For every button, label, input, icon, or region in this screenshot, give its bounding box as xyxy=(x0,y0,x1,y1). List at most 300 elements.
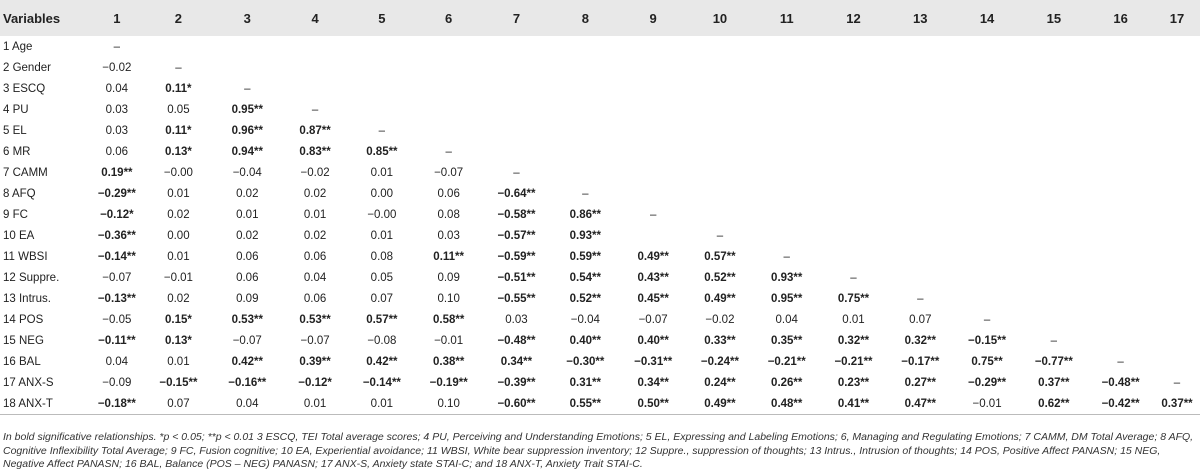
table-cell xyxy=(1087,99,1154,120)
table-cell: −0.14** xyxy=(97,250,136,263)
table-cell: 0.01 xyxy=(282,393,349,415)
table-row xyxy=(0,162,1200,183)
table-cell: 0.01 xyxy=(167,355,190,368)
table-cell: 0.02 xyxy=(236,229,259,242)
table-cell xyxy=(1087,57,1154,78)
table-cell: 0.37** xyxy=(1038,376,1070,389)
header-col-5: 5 xyxy=(378,10,386,26)
row-label: 11 WBSI xyxy=(3,250,48,263)
table-cell xyxy=(954,204,1021,225)
table-cell xyxy=(1087,225,1154,246)
table-cell xyxy=(954,225,1021,246)
table-cell: 0.13* xyxy=(164,145,192,158)
table-cell: −0.64** xyxy=(497,187,536,200)
table-cell xyxy=(887,99,954,120)
table-cell: −0.01 xyxy=(163,271,193,284)
table-cell xyxy=(551,162,620,183)
table-cell: – xyxy=(311,103,319,116)
table-cell xyxy=(954,99,1021,120)
table-cell xyxy=(348,57,415,78)
table-cell xyxy=(1087,120,1154,141)
table-row xyxy=(0,267,1200,288)
table-cell xyxy=(820,183,887,204)
table-cell xyxy=(820,141,887,162)
table-cell: – xyxy=(716,229,724,242)
table-cell xyxy=(887,267,954,288)
table-cell xyxy=(551,57,620,78)
table-cell: 0.32** xyxy=(904,334,936,347)
table-cell: 0.07 xyxy=(144,393,213,415)
table-cell xyxy=(1154,183,1200,204)
table-cell: 0.05 xyxy=(167,103,190,116)
table-cell: 0.04 xyxy=(303,271,327,284)
table-cell xyxy=(887,225,954,246)
row-label: 4 PU xyxy=(3,103,29,116)
table-cell xyxy=(753,162,820,183)
table-cell: – xyxy=(513,166,520,179)
table-cell xyxy=(1020,57,1087,78)
row-label: 17 ANX-S xyxy=(3,376,54,389)
table-cell: 0.42** xyxy=(231,355,263,368)
table-cell xyxy=(1087,204,1154,225)
table-cell xyxy=(687,78,754,99)
table-cell: −0.07 xyxy=(232,334,262,347)
table-cell: 0.54** xyxy=(569,271,601,284)
table-cell xyxy=(954,288,1021,309)
table-cell: −0.29** xyxy=(968,376,1007,389)
table-cell: 0.05 xyxy=(370,271,394,284)
table-cell xyxy=(687,99,754,120)
table-cell: 0.52** xyxy=(569,292,601,305)
table-cell: −0.31** xyxy=(634,355,673,368)
table-cell xyxy=(820,78,887,99)
table-cell xyxy=(954,57,1021,78)
table-cell xyxy=(1020,162,1087,183)
table-cell xyxy=(887,204,954,225)
table-cell xyxy=(820,99,887,120)
table-cell xyxy=(482,141,551,162)
table-cell: 0.09 xyxy=(437,271,460,284)
table-cell xyxy=(1154,309,1200,330)
table-cell xyxy=(415,36,482,57)
table-cell: −0.00 xyxy=(163,166,193,179)
table-cell: – xyxy=(445,145,452,158)
table-cell xyxy=(1154,330,1200,351)
table-cell: 0.49** xyxy=(637,250,669,263)
table-row xyxy=(0,288,1200,309)
table-cell: 0.01 xyxy=(303,208,327,221)
table-cell: – xyxy=(244,82,251,95)
header-col-8: 8 xyxy=(581,10,589,26)
table-cell xyxy=(1087,141,1154,162)
table-cell: 0.45** xyxy=(637,292,669,305)
table-cell: 0.01 xyxy=(236,208,259,221)
table-cell: −0.24** xyxy=(700,355,739,368)
table-cell: 0.11** xyxy=(433,250,464,263)
table-cell: – xyxy=(983,313,991,326)
header-col-6: 6 xyxy=(445,10,453,26)
table-cell: −0.16** xyxy=(228,376,267,389)
table-cell xyxy=(887,120,954,141)
table-cell: 0.10 xyxy=(437,292,460,305)
table-cell xyxy=(1020,309,1087,330)
table-cell xyxy=(954,36,1021,57)
table-cell xyxy=(1020,246,1087,267)
table-cell: −0.12* xyxy=(298,376,332,389)
table-cell xyxy=(954,267,1021,288)
table-cell: 0.95** xyxy=(231,103,263,116)
table-cell xyxy=(1020,225,1087,246)
table-cell: −0.51** xyxy=(497,271,536,284)
header-col-7: 7 xyxy=(512,10,521,26)
table-cell xyxy=(1020,141,1087,162)
table-cell xyxy=(1154,246,1200,267)
header-col-12: 12 xyxy=(846,10,861,26)
table-cell xyxy=(687,204,754,225)
row-label: 12 Suppre. xyxy=(3,271,60,284)
table-cell: 0.37** xyxy=(1154,393,1200,415)
table-cell xyxy=(1087,183,1154,204)
table-cell: −0.36** xyxy=(97,229,136,242)
table-cell xyxy=(753,225,820,246)
table-cell: – xyxy=(175,61,182,74)
table-cell xyxy=(687,183,754,204)
table-footnote: In bold significative relationships. *p < 0.05; **p < 0.01 3 ESCQ, TEI Total average scores; 4 PU, Perceiving and Understanding Emotions; 5 EL, Expressing and Labeling Emotions; 6, Managing and Regulating Emotions; 7 CAMM, DM Total Average; 8 AFQ, Cognitive Inflexibility Total Average; 9 FC, Fusion cognitive; 10 EA, Experiential avoidance; 11 WBSI, White bear suppression inventory; 12 Suppre., suppression of thoughts; 13 Intrus., Intrusion of thoughts; 14 POS, Positive Affect PANASN; 15 NEG, Negative Affect PANASN; 16 BAL, Balance (POS – NEG) PANASN; 17 ANX-S, Anxiety state STAI-C; and 18 ANX-T, Anxiety Trait STAI-C. xyxy=(3,431,1194,470)
table-cell xyxy=(687,36,754,57)
header-col-15: 15 xyxy=(1046,10,1062,26)
table-cell: 0.01 xyxy=(348,393,415,415)
table-cell xyxy=(620,99,687,120)
table-cell: −0.30** xyxy=(566,355,605,368)
table-cell: 0.23** xyxy=(837,376,870,389)
table-cell xyxy=(753,57,820,78)
table-cell: 0.04 xyxy=(105,355,129,368)
table-cell xyxy=(551,99,620,120)
table-cell: −0.07 xyxy=(638,313,668,326)
table-cell: – xyxy=(1117,355,1124,368)
table-cell: 0.01 xyxy=(370,166,394,179)
table-cell xyxy=(482,99,551,120)
table-cell xyxy=(1087,267,1154,288)
table-cell: – xyxy=(1173,376,1181,389)
table-cell xyxy=(415,99,482,120)
table-cell xyxy=(753,78,820,99)
table-cell xyxy=(753,204,820,225)
table-cell: – xyxy=(917,292,924,305)
header-col-2: 2 xyxy=(174,10,183,26)
table-cell: 0.01 xyxy=(167,250,190,263)
table-cell: 0.75** xyxy=(971,355,1003,368)
table-cell xyxy=(1154,225,1200,246)
table-cell xyxy=(620,57,687,78)
table-cell: 0.03 xyxy=(105,103,129,116)
table-cell xyxy=(1087,309,1154,330)
table-row xyxy=(0,183,1200,204)
table-cell xyxy=(1154,267,1200,288)
table-row xyxy=(0,36,1200,57)
header-col-17: 17 xyxy=(1169,10,1185,26)
table-cell: 0.55** xyxy=(551,393,620,415)
table-cell: −0.05 xyxy=(102,313,132,326)
table-cell: 0.06 xyxy=(437,187,460,200)
table-cell xyxy=(753,99,820,120)
table-cell xyxy=(348,36,415,57)
table-cell xyxy=(620,225,687,246)
table-cell xyxy=(753,141,820,162)
table-cell: 0.08 xyxy=(370,250,394,263)
table-cell xyxy=(954,141,1021,162)
table-cell: 0.48** xyxy=(753,393,820,415)
table-cell: 0.09 xyxy=(236,292,259,305)
table-cell: −0.02 xyxy=(102,61,132,74)
table-cell: 0.02 xyxy=(303,187,327,200)
table-cell xyxy=(820,57,887,78)
table-cell: 0.95** xyxy=(771,292,803,305)
header-col-3: 3 xyxy=(243,10,251,26)
table-cell xyxy=(482,120,551,141)
table-cell: 0.34** xyxy=(500,355,533,368)
table-row xyxy=(0,393,1200,415)
table-cell: 0.75** xyxy=(837,292,870,305)
table-cell: – xyxy=(783,250,790,263)
table-cell xyxy=(1020,288,1087,309)
table-cell: 0.47** xyxy=(887,393,954,415)
table-cell: 0.62** xyxy=(1020,393,1087,415)
table-cell: 0.93** xyxy=(771,271,803,284)
table-cell: 0.83** xyxy=(299,145,331,158)
table-cell xyxy=(954,78,1021,99)
table-cell xyxy=(1087,330,1154,351)
table-cell: 0.96** xyxy=(231,124,263,137)
table-cell: −0.07 xyxy=(102,271,132,284)
table-cell xyxy=(820,120,887,141)
table-cell xyxy=(213,57,282,78)
table-cell: 0.07 xyxy=(909,313,932,326)
table-cell: 0.52** xyxy=(704,271,736,284)
table-cell: 0.49** xyxy=(704,292,736,305)
table-cell xyxy=(1087,246,1154,267)
table-cell xyxy=(1020,99,1087,120)
table-cell xyxy=(1154,120,1200,141)
row-label: 3 ESCQ xyxy=(3,82,46,95)
table-cell: −0.77** xyxy=(1034,355,1073,368)
table-cell: 0.03 xyxy=(437,229,460,242)
table-cell: 0.06 xyxy=(105,145,129,158)
table-cell: 0.53** xyxy=(231,313,263,326)
table-cell: −0.07 xyxy=(300,334,330,347)
row-label: 18 ANX-T xyxy=(0,393,90,415)
header-col-10: 10 xyxy=(712,10,728,26)
table-cell xyxy=(1154,162,1200,183)
table-cell: 0.01 xyxy=(842,313,865,326)
table-cell xyxy=(1154,99,1200,120)
table-cell xyxy=(620,183,687,204)
table-cell xyxy=(887,162,954,183)
table-cell xyxy=(415,78,482,99)
table-cell: 0.24** xyxy=(704,376,736,389)
table-cell xyxy=(687,120,754,141)
row-label: 8 AFQ xyxy=(3,187,36,200)
table-cell: −0.15** xyxy=(159,376,198,389)
table-cell xyxy=(1154,57,1200,78)
table-cell: 0.32** xyxy=(837,334,870,347)
table-cell xyxy=(144,36,213,57)
row-label: 5 EL xyxy=(3,124,27,137)
table-cell xyxy=(620,78,687,99)
table-cell: 0.00 xyxy=(167,229,190,242)
table-cell xyxy=(887,57,954,78)
table-row xyxy=(0,204,1200,225)
table-cell xyxy=(1020,120,1087,141)
table-cell: 0.06 xyxy=(236,250,259,263)
table-cell: – xyxy=(582,187,589,200)
table-cell xyxy=(820,225,887,246)
table-cell: 0.02 xyxy=(303,229,327,242)
table-cell: −0.59** xyxy=(497,250,536,263)
table-cell xyxy=(1020,204,1087,225)
table-cell xyxy=(282,36,349,57)
table-cell: 0.85** xyxy=(366,145,398,158)
table-cell xyxy=(620,120,687,141)
table-row xyxy=(0,330,1200,351)
table-cell xyxy=(482,57,551,78)
table-cell xyxy=(820,162,887,183)
table-cell: −0.21** xyxy=(834,355,873,368)
table-cell xyxy=(415,57,482,78)
table-cell: 0.07 xyxy=(370,292,394,305)
table-cell: 0.04 xyxy=(213,393,282,415)
header-variables: Variables xyxy=(3,10,61,26)
table-cell xyxy=(1020,36,1087,57)
table-cell xyxy=(551,78,620,99)
table-cell xyxy=(753,120,820,141)
table-row xyxy=(0,225,1200,246)
table-cell: −0.42** xyxy=(1087,393,1154,415)
table-cell: −0.12* xyxy=(100,208,134,221)
table-cell: −0.55** xyxy=(497,292,536,305)
table-cell: 0.33** xyxy=(704,334,736,347)
table-cell xyxy=(1154,288,1200,309)
table-cell xyxy=(1154,36,1200,57)
row-label: 13 Intrus. xyxy=(3,292,51,305)
table-cell: 0.35** xyxy=(771,334,803,347)
table-cell xyxy=(551,36,620,57)
table-cell: −0.02 xyxy=(300,166,330,179)
table-cell xyxy=(1154,78,1200,99)
table-cell xyxy=(753,36,820,57)
table-cell: 0.10 xyxy=(415,393,482,415)
table-cell xyxy=(1020,183,1087,204)
table-cell: 0.11* xyxy=(165,82,192,95)
table-cell: −0.48** xyxy=(1101,376,1140,389)
table-cell: 0.34** xyxy=(637,376,669,389)
header-col-13: 13 xyxy=(913,10,928,26)
table-cell: −0.01 xyxy=(954,393,1021,415)
table-row xyxy=(0,246,1200,267)
table-cell: 0.15* xyxy=(164,313,192,326)
table-row xyxy=(0,141,1200,162)
table-cell: – xyxy=(378,124,386,137)
row-label: 15 NEG xyxy=(3,334,44,347)
table-cell: −0.07 xyxy=(434,166,464,179)
table-body xyxy=(0,36,1200,415)
table-cell xyxy=(954,183,1021,204)
table-cell: 0.43** xyxy=(637,271,669,284)
table-cell xyxy=(348,78,415,99)
table-cell: 0.08 xyxy=(437,208,460,221)
table-cell xyxy=(887,78,954,99)
table-cell: 0.57** xyxy=(366,313,398,326)
table-cell: 0.04 xyxy=(105,82,129,95)
table-cell xyxy=(620,36,687,57)
table-row xyxy=(0,120,1200,141)
table-cell: 0.27** xyxy=(904,376,936,389)
table-cell: −0.29** xyxy=(97,187,136,200)
table-cell: 0.02 xyxy=(167,292,190,305)
table-cell: 0.19** xyxy=(101,166,133,179)
table-cell: 0.86** xyxy=(569,208,601,221)
table-cell xyxy=(887,246,954,267)
table-cell: −0.60** xyxy=(482,393,551,415)
table-cell xyxy=(348,99,415,120)
table-cell: 0.31** xyxy=(569,376,601,389)
header-col-1: 1 xyxy=(113,10,121,26)
row-label: 9 FC xyxy=(3,208,28,221)
table-cell: −0.00 xyxy=(367,208,397,221)
header-col-14: 14 xyxy=(979,10,995,26)
table-cell: 0.39** xyxy=(299,355,331,368)
header-col-4: 4 xyxy=(311,10,319,26)
row-label: 2 Gender xyxy=(3,61,51,74)
table-cell xyxy=(1020,78,1087,99)
table-cell: 0.49** xyxy=(687,393,754,415)
table-cell xyxy=(482,36,551,57)
table-cell xyxy=(820,204,887,225)
table-cell xyxy=(1087,288,1154,309)
table-cell xyxy=(1087,36,1154,57)
table-cell: 0.57** xyxy=(704,250,736,263)
table-cell: 0.42** xyxy=(366,355,398,368)
table-cell xyxy=(954,120,1021,141)
table-cell xyxy=(1020,267,1087,288)
table-cell: −0.11** xyxy=(98,334,136,347)
table-cell xyxy=(1154,204,1200,225)
table-cell: 0.06 xyxy=(303,250,327,263)
table-cell: −0.15** xyxy=(968,334,1007,347)
table-cell: −0.17** xyxy=(901,355,940,368)
table-cell: 0.11* xyxy=(165,124,192,137)
table-cell: 0.94** xyxy=(231,145,263,158)
header-col-16: 16 xyxy=(1113,10,1128,26)
table-cell xyxy=(551,120,620,141)
table-cell: −0.02 xyxy=(705,313,735,326)
table-cell: – xyxy=(113,40,121,53)
table-cell: 0.93** xyxy=(569,229,601,242)
table-cell xyxy=(820,246,887,267)
table-cell: 0.06 xyxy=(303,292,327,305)
table-cell: 0.38** xyxy=(432,355,465,368)
table-cell: −0.13** xyxy=(97,292,136,305)
table-cell xyxy=(213,36,282,57)
table-row xyxy=(0,372,1200,393)
table-cell xyxy=(620,141,687,162)
table-cell: 0.04 xyxy=(775,313,798,326)
table-cell: −0.14** xyxy=(362,376,401,389)
table-cell xyxy=(887,141,954,162)
table-cell: 0.41** xyxy=(820,393,887,415)
table-cell xyxy=(820,36,887,57)
table-cell xyxy=(282,78,349,99)
